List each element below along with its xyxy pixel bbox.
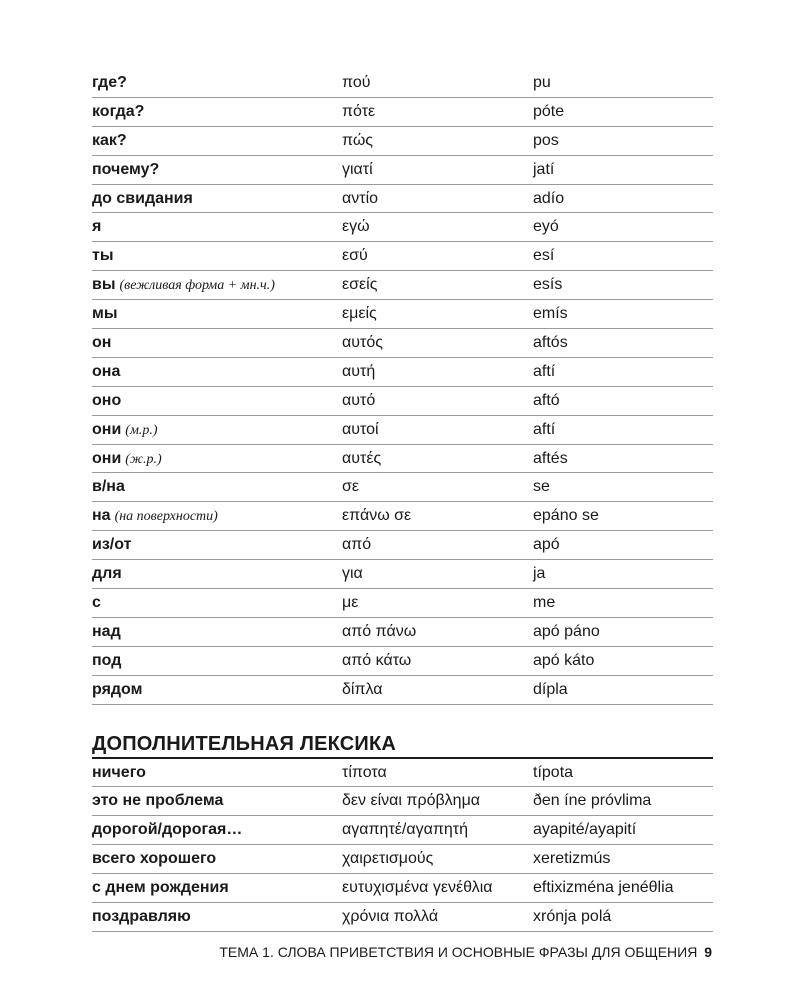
vocab-row: [92, 300, 713, 329]
usage-note: (м.р.): [125, 422, 158, 438]
russian-word: мы: [92, 305, 118, 323]
transliteration: dípla: [533, 680, 568, 698]
vocab-row: [92, 156, 713, 185]
transliteration: aftí: [533, 420, 556, 438]
vocab-row: [92, 903, 713, 932]
transliteration: típota: [533, 763, 574, 781]
vocab-row: [92, 502, 713, 531]
russian-term: [92, 792, 342, 810]
extra-vocabulary-table: [92, 759, 713, 932]
vocab-row: [92, 676, 713, 705]
vocab-row: [92, 213, 713, 242]
section-title: ДОПОЛНИТЕЛЬНАЯ ЛЕКСИКА: [92, 732, 713, 759]
vocab-row: [92, 329, 713, 358]
vocab-row: [92, 759, 713, 788]
extra-vocabulary-section: [92, 732, 713, 932]
greek-word: επάνω σε: [342, 507, 412, 525]
greek-word: τίποτα: [342, 763, 387, 781]
greek-word: αυτή: [342, 362, 376, 380]
greek-word: γιατί: [342, 160, 373, 178]
vocab-row: [92, 874, 713, 903]
greek-word: δίπλα: [342, 680, 383, 698]
greek-word: με: [342, 593, 359, 611]
vocabulary-table: [92, 69, 713, 705]
russian-word: когда?: [92, 102, 145, 120]
russian-term: [92, 565, 342, 583]
vocab-row: [92, 531, 713, 560]
vocab-row: [92, 560, 713, 589]
greek-word: εγώ: [342, 218, 370, 236]
russian-term: [92, 821, 342, 839]
russian-term: [92, 74, 342, 92]
russian-word: на: [92, 507, 111, 525]
transliteration: póte: [533, 102, 565, 120]
russian-term: [92, 190, 342, 208]
russian-term: [92, 536, 342, 554]
transliteration: esís: [533, 276, 563, 294]
transliteration: eftixizména jenéθlia: [533, 879, 674, 897]
transliteration: xeretizmús: [533, 850, 611, 868]
vocab-row: [92, 618, 713, 647]
russian-term: [92, 132, 342, 150]
transliteration: aftós: [533, 333, 568, 351]
vocab-row: [92, 98, 713, 127]
vocab-row: [92, 271, 713, 300]
page-footer: [219, 944, 712, 960]
vocab-row: [92, 416, 713, 445]
transliteration: jatí: [533, 160, 555, 178]
russian-word: рядом: [92, 680, 143, 698]
greek-word: δεν είναι πρόβλημα: [342, 792, 481, 810]
russian-term: [92, 850, 342, 868]
russian-term: [92, 681, 342, 699]
vocab-row: [92, 387, 713, 416]
transliteration: ayapité/ayapití: [533, 821, 637, 839]
transliteration: pu: [533, 73, 551, 91]
greek-word: αυτός: [342, 333, 383, 351]
vocab-row: [92, 445, 713, 474]
russian-term: [92, 478, 342, 496]
greek-word: εσείς: [342, 276, 378, 294]
russian-word: как?: [92, 131, 127, 149]
russian-term: [92, 161, 342, 179]
russian-term: [92, 450, 342, 468]
greek-word: πότε: [342, 102, 376, 120]
vocab-row: [92, 816, 713, 845]
russian-term: [92, 652, 342, 670]
russian-word: в/на: [92, 478, 125, 496]
russian-term: [92, 334, 342, 352]
usage-note: (на поверхности): [114, 509, 218, 525]
greek-word: αγαπητέ/αγαπητή: [342, 821, 468, 839]
transliteration: esí: [533, 247, 555, 265]
russian-word: почему?: [92, 160, 160, 178]
transliteration: me: [533, 593, 556, 611]
russian-word: поздравляю: [92, 907, 191, 925]
vocab-row: [92, 242, 713, 271]
greek-word: για: [342, 565, 363, 583]
transliteration: apó: [533, 536, 560, 554]
russian-word: это не проблема: [92, 792, 224, 810]
greek-word: αντίο: [342, 189, 379, 207]
russian-term: [92, 421, 342, 439]
usage-note: (ж.р.): [125, 451, 162, 467]
greek-word: χαιρετισμούς: [342, 850, 434, 868]
greek-word: εσύ: [342, 247, 368, 265]
page-number: 9: [704, 944, 712, 960]
russian-term: [92, 507, 342, 525]
greek-word: εμείς: [342, 305, 377, 323]
russian-word: для: [92, 565, 122, 583]
transliteration: epáno se: [533, 507, 599, 525]
russian-term: [92, 623, 342, 641]
russian-word: дорогой/дорогая…: [92, 821, 243, 839]
russian-word: ты: [92, 247, 114, 265]
russian-term: [92, 218, 342, 236]
russian-word: с днем рождения: [92, 879, 229, 897]
transliteration: se: [533, 478, 550, 496]
russian-term: [92, 764, 342, 782]
russian-word: он: [92, 333, 112, 351]
russian-term: [92, 103, 342, 121]
russian-term: [92, 879, 342, 897]
transliteration: ja: [533, 565, 546, 583]
transliteration: eyó: [533, 218, 559, 236]
transliteration: aftó: [533, 391, 560, 409]
transliteration: adío: [533, 189, 565, 207]
russian-term: [92, 908, 342, 926]
vocab-row: [92, 647, 713, 676]
russian-word: над: [92, 622, 121, 640]
transliteration: apó káto: [533, 651, 595, 669]
greek-word: σε: [342, 478, 360, 496]
vocab-row: [92, 69, 713, 98]
vocab-row: [92, 127, 713, 156]
russian-word: оно: [92, 391, 122, 409]
russian-term: [92, 594, 342, 612]
russian-word: они: [92, 420, 122, 438]
russian-word: всего хорошего: [92, 850, 217, 868]
russian-word: она: [92, 362, 121, 380]
russian-term: [92, 363, 342, 381]
russian-term: [92, 276, 342, 294]
greek-word: από κάτω: [342, 651, 412, 669]
russian-word: под: [92, 651, 122, 669]
transliteration: apó páno: [533, 622, 600, 640]
greek-word: χρόνια πολλά: [342, 907, 439, 925]
vocab-row: [92, 845, 713, 874]
russian-word: до свидания: [92, 189, 193, 207]
greek-word: από πάνω: [342, 622, 417, 640]
greek-word: αυτοί: [342, 420, 379, 438]
greek-word: από: [342, 536, 372, 554]
vocab-row: [92, 358, 713, 387]
greek-word: πώς: [342, 131, 374, 149]
russian-term: [92, 247, 342, 265]
usage-note: (вежливая форма + мн.ч.): [119, 278, 275, 294]
transliteration: ðen íne próvlima: [533, 792, 652, 810]
russian-word: где?: [92, 73, 127, 91]
russian-word: я: [92, 218, 102, 236]
page-content: [92, 69, 713, 932]
transliteration: aftés: [533, 449, 568, 467]
greek-word: αυτές: [342, 449, 382, 467]
russian-word: из/от: [92, 536, 132, 554]
russian-word: вы: [92, 276, 116, 294]
greek-word: πού: [342, 73, 371, 91]
russian-word: ничего: [92, 763, 146, 781]
transliteration: emís: [533, 305, 568, 323]
transliteration: pos: [533, 131, 559, 149]
greek-word: ευτυχισμένα γενέθλια: [342, 879, 493, 897]
vocab-row: [92, 589, 713, 618]
vocab-row: [92, 473, 713, 502]
vocab-row: [92, 185, 713, 214]
footer-chapter-title: ТЕМА 1. СЛОВА ПРИВЕТСТВИЯ И ОСНОВНЫЕ ФРАЗЫ ДЛЯ ОБЩЕНИЯ: [219, 944, 698, 960]
russian-word: с: [92, 593, 101, 611]
transliteration: aftí: [533, 362, 556, 380]
vocab-row: [92, 787, 713, 816]
russian-word: они: [92, 449, 122, 467]
russian-term: [92, 305, 342, 323]
russian-term: [92, 392, 342, 410]
greek-word: αυτό: [342, 391, 376, 409]
transliteration: xrónja polá: [533, 907, 612, 925]
